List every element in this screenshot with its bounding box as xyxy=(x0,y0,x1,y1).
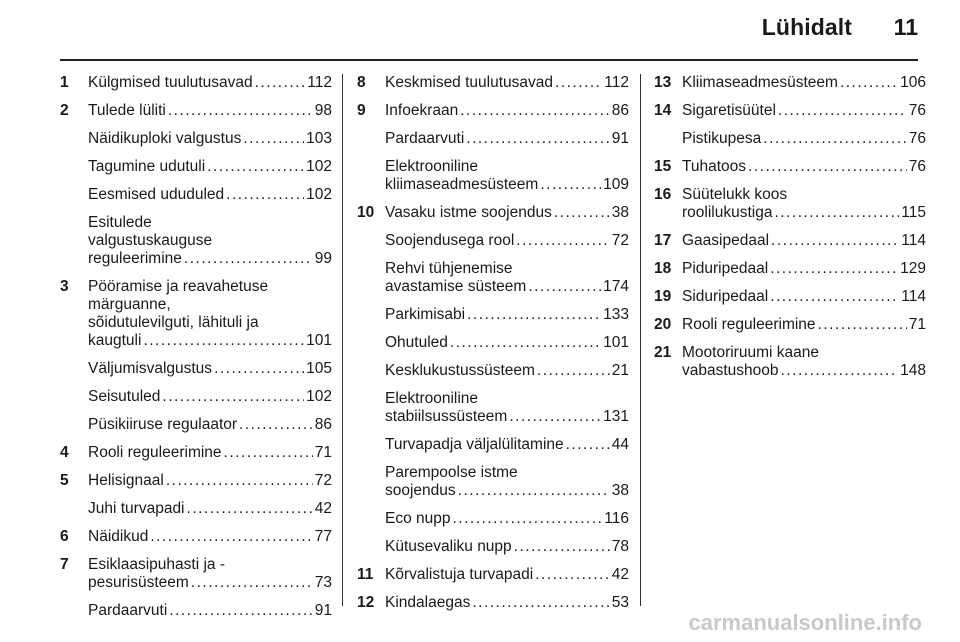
page-number: 11 xyxy=(893,14,918,40)
entry-text: pesurisüsteem xyxy=(88,574,189,591)
index-entry xyxy=(357,306,629,324)
entry-number: 4 xyxy=(60,444,69,461)
entry-page-link[interactable]: 115 xyxy=(901,204,926,221)
entry-text: Seisutuled xyxy=(88,388,161,405)
entry-page-link[interactable]: 106 xyxy=(900,74,926,91)
index-entry xyxy=(357,102,629,120)
entry-number: 1 xyxy=(60,74,69,91)
index-entry xyxy=(654,74,926,92)
entry-page-link[interactable]: 73 xyxy=(314,574,332,591)
entry-text: Kesklukustussüsteem xyxy=(385,362,535,379)
dot-leader xyxy=(778,102,907,120)
dot-leader xyxy=(226,186,304,204)
entry-number: 14 xyxy=(654,102,672,119)
dot-leader xyxy=(162,388,304,406)
dot-leader xyxy=(770,288,899,306)
dot-leader xyxy=(509,408,601,426)
entry-page-link[interactable]: 109 xyxy=(603,176,629,193)
index-entry xyxy=(60,360,332,378)
dot-leader xyxy=(566,436,610,454)
entry-text: kaugtuli xyxy=(88,332,142,349)
index-entry xyxy=(654,288,926,306)
entry-text: Elektrooniline xyxy=(385,158,479,175)
watermark: carmanualsonline.info xyxy=(688,610,922,635)
dot-leader xyxy=(554,204,610,222)
entry-text: Rooli reguleerimine xyxy=(88,444,222,461)
dot-leader xyxy=(555,74,602,92)
entry-text: Parempoolse istme xyxy=(385,464,518,481)
entry-page-link[interactable]: 112 xyxy=(604,74,629,91)
entry-text: vabastushoob xyxy=(682,362,779,379)
index-entry xyxy=(357,130,629,148)
dot-leader xyxy=(184,250,313,268)
entry-page-link[interactable]: 112 xyxy=(307,74,332,91)
entry-text: Turvapadja väljalülitamine xyxy=(385,436,564,453)
entry-text: reguleerimine xyxy=(88,250,182,267)
entry-text: Kliimaseadmesüsteem xyxy=(682,74,838,91)
dot-leader xyxy=(453,510,603,528)
entry-text: Külgmised tuulutusavad xyxy=(88,74,253,91)
entry-page-link[interactable]: 53 xyxy=(611,594,629,611)
entry-page-link[interactable]: 91 xyxy=(314,602,332,619)
entry-text: Süütelukk koos xyxy=(682,186,788,203)
index-entry xyxy=(357,362,629,380)
dot-leader xyxy=(224,444,313,462)
entry-text: Soojendusega rool xyxy=(385,232,515,249)
index-entry xyxy=(60,102,332,120)
index-entry xyxy=(60,472,332,490)
index-entry xyxy=(60,214,332,268)
dot-leader xyxy=(771,232,899,250)
section-title: Lühidalt xyxy=(761,14,852,40)
column-divider xyxy=(640,74,641,606)
entry-text: Siduripedaal xyxy=(682,288,769,305)
index-entry xyxy=(60,158,332,176)
entry-text: Gaasipedaal xyxy=(682,232,770,249)
entry-text: soojendus xyxy=(385,482,456,499)
index-entry xyxy=(357,566,629,584)
entry-number: 2 xyxy=(60,102,69,119)
entry-text: Pistikupesa xyxy=(682,130,762,147)
entry-text: Näidikuploki valgustus xyxy=(88,130,242,147)
dot-leader xyxy=(166,472,313,490)
index-entry xyxy=(60,602,332,620)
entry-page-link[interactable]: 38 xyxy=(611,204,629,221)
entry-text: sõidutulevilguti, lähituli ja xyxy=(88,314,259,331)
entry-text: Näidikud xyxy=(88,528,149,545)
index-entry xyxy=(654,158,926,176)
entry-page-link[interactable]: 114 xyxy=(901,232,926,249)
entry-page-link[interactable]: 86 xyxy=(314,416,332,433)
entry-text: Pardaarvuti xyxy=(385,130,465,147)
dot-leader xyxy=(472,594,609,612)
dot-leader xyxy=(187,500,313,518)
entry-page-link[interactable]: 72 xyxy=(611,232,629,249)
index-entry xyxy=(60,416,332,434)
index-entry xyxy=(654,186,926,222)
entry-text: Sigaretisüütel xyxy=(682,102,776,119)
index-entry xyxy=(357,260,629,296)
dot-leader xyxy=(168,102,313,120)
index-entry xyxy=(357,158,629,194)
index-entry xyxy=(357,232,629,250)
dot-leader xyxy=(516,232,609,250)
entry-text: Juhi turvapadi xyxy=(88,500,185,517)
entry-number: 10 xyxy=(357,204,375,221)
dot-leader xyxy=(143,332,304,350)
dot-leader xyxy=(818,316,907,334)
index-entry xyxy=(654,232,926,250)
dot-leader xyxy=(207,158,304,176)
entry-text: Püsikiiruse regulaator xyxy=(88,416,238,433)
dot-leader xyxy=(169,602,312,620)
index-entry xyxy=(60,130,332,148)
dot-leader xyxy=(537,362,610,380)
index-entry xyxy=(357,204,629,222)
entry-number: 8 xyxy=(357,74,366,91)
entry-page-link[interactable]: 77 xyxy=(314,528,332,545)
entry-text: Pardaarvuti xyxy=(88,602,168,619)
entry-number: 18 xyxy=(654,260,672,277)
dot-leader xyxy=(535,566,610,584)
index-entry xyxy=(357,436,629,454)
dot-leader xyxy=(528,278,601,296)
entry-page-link[interactable]: 42 xyxy=(611,566,629,583)
entry-page-link[interactable]: 174 xyxy=(603,278,629,295)
entry-text: märguanne, xyxy=(88,296,171,313)
column-divider xyxy=(342,74,343,606)
entry-text: Eco nupp xyxy=(385,510,451,527)
index-entry xyxy=(357,538,629,556)
entry-number: 15 xyxy=(654,158,672,175)
entry-page-link[interactable]: 71 xyxy=(908,316,926,333)
header-rule xyxy=(60,59,918,61)
index-column-2 xyxy=(357,74,629,622)
entry-text: Tagumine udutuli xyxy=(88,158,206,175)
entry-number: 17 xyxy=(654,232,672,249)
dot-leader xyxy=(243,130,304,148)
entry-text: Parkimisabi xyxy=(385,306,466,323)
dot-leader xyxy=(774,204,899,222)
entry-page-link[interactable]: 78 xyxy=(611,538,629,555)
entry-text: Piduripedaal xyxy=(682,260,769,277)
entry-page-link[interactable]: 103 xyxy=(306,130,332,147)
entry-page-link[interactable]: 101 xyxy=(306,332,332,349)
dot-leader xyxy=(466,130,609,148)
dot-leader xyxy=(514,538,610,556)
entry-page-link[interactable]: 129 xyxy=(900,260,926,277)
dot-leader xyxy=(781,362,899,380)
entry-number: 3 xyxy=(60,278,69,295)
entry-number: 11 xyxy=(357,566,374,583)
index-entry xyxy=(60,74,332,92)
entry-number: 13 xyxy=(654,74,672,91)
entry-page-link[interactable]: 102 xyxy=(306,158,332,175)
page-header xyxy=(0,0,960,64)
entry-text: Kütusevaliku nupp xyxy=(385,538,512,555)
dot-leader xyxy=(458,482,610,500)
index-entry xyxy=(654,260,926,278)
entry-text: Rehvi tühjenemise xyxy=(385,260,513,277)
dot-leader xyxy=(191,574,313,592)
entry-page-link[interactable]: 114 xyxy=(901,288,926,305)
entry-text: Tulede lüliti xyxy=(88,102,166,119)
entry-text: Infoekraan xyxy=(385,102,459,119)
index-entry xyxy=(654,102,926,120)
entry-number: 19 xyxy=(654,288,672,305)
entry-text: Pööramise ja reavahetuse xyxy=(88,278,269,295)
entry-number: 6 xyxy=(60,528,69,545)
dot-leader xyxy=(255,74,306,92)
dot-leader xyxy=(748,158,907,176)
entry-text: kliimaseadmesüsteem xyxy=(385,176,539,193)
entry-page-link[interactable]: 131 xyxy=(603,408,629,425)
entry-number: 20 xyxy=(654,316,672,333)
entry-page-link[interactable]: 105 xyxy=(306,360,332,377)
index-entry xyxy=(654,344,926,380)
dot-leader xyxy=(763,130,906,148)
dot-leader xyxy=(840,74,898,92)
index-entry xyxy=(357,594,629,612)
entry-page-link[interactable]: 86 xyxy=(611,102,629,119)
index-entry xyxy=(60,388,332,406)
index-entry xyxy=(357,74,629,92)
entry-text: valgustuskauguse xyxy=(88,232,213,249)
index-entry xyxy=(357,464,629,500)
entry-text: Eesmised ududuled xyxy=(88,186,225,203)
entry-page-link[interactable]: 102 xyxy=(306,388,332,405)
index-entry xyxy=(60,500,332,518)
index-entry xyxy=(60,278,332,350)
entry-text: Vasaku istme soojendus xyxy=(385,204,552,221)
index-entry xyxy=(654,316,926,334)
index-entry xyxy=(357,510,629,528)
index-column-1 xyxy=(60,74,332,630)
index-entry xyxy=(60,186,332,204)
entry-page-link[interactable]: 76 xyxy=(908,102,926,119)
entry-page-link[interactable]: 91 xyxy=(611,130,629,147)
entry-page-link[interactable]: 116 xyxy=(604,510,629,527)
entry-page-link[interactable]: 98 xyxy=(314,102,332,119)
entry-text: roolilukustiga xyxy=(682,204,773,221)
entry-text: Esiklaasipuhasti ja - xyxy=(88,556,225,573)
entry-number: 5 xyxy=(60,472,69,489)
index-column-3 xyxy=(654,74,926,390)
index-entry xyxy=(357,334,629,352)
index-entry xyxy=(60,556,332,592)
entry-page-link[interactable]: 101 xyxy=(603,334,629,351)
index-entry xyxy=(357,390,629,426)
dot-leader xyxy=(770,260,898,278)
entry-text: Elektrooniline xyxy=(385,390,479,407)
dot-leader xyxy=(467,306,601,324)
entry-text: Rooli reguleerimine xyxy=(682,316,816,333)
entry-text: Kindalaegas xyxy=(385,594,471,611)
index-entry xyxy=(60,528,332,546)
entry-text: stabiilsussüsteem xyxy=(385,408,508,425)
dot-leader xyxy=(150,528,312,546)
entry-number: 9 xyxy=(357,102,366,119)
entry-page-link[interactable]: 99 xyxy=(314,250,332,267)
dot-leader xyxy=(450,334,601,352)
entry-text: Ohutuled xyxy=(385,334,448,351)
entry-page-link[interactable]: 76 xyxy=(908,130,926,147)
dot-leader xyxy=(460,102,610,120)
entry-text: Tuhatoos xyxy=(682,158,747,175)
dot-leader xyxy=(214,360,304,378)
entry-text: Väljumisvalgustus xyxy=(88,360,213,377)
entry-number: 21 xyxy=(654,344,672,361)
entry-text: Helisignaal xyxy=(88,472,164,489)
entry-text: Mootoriruumi kaane xyxy=(682,344,819,361)
entry-page-link[interactable]: 71 xyxy=(314,444,332,461)
entry-page-link[interactable]: 76 xyxy=(908,158,926,175)
entry-text: Keskmised tuulutusavad xyxy=(385,74,554,91)
entry-text: Kõrvalistuja turvapadi xyxy=(385,566,534,583)
dot-leader xyxy=(239,416,313,434)
entry-page-link[interactable]: 148 xyxy=(900,362,926,379)
entry-page-link[interactable]: 72 xyxy=(314,472,332,489)
entry-number: 12 xyxy=(357,594,375,611)
index-entry xyxy=(654,130,926,148)
entry-text: avastamise süsteem xyxy=(385,278,527,295)
dot-leader xyxy=(540,176,601,194)
entry-page-link[interactable]: 44 xyxy=(611,436,629,453)
index-entry xyxy=(60,444,332,462)
entry-page-link[interactable]: 133 xyxy=(603,306,629,323)
entry-page-link[interactable]: 21 xyxy=(611,362,629,379)
entry-text: Esitulede xyxy=(88,214,152,231)
entry-page-link[interactable]: 102 xyxy=(306,186,332,203)
entry-number: 16 xyxy=(654,186,672,203)
entry-page-link[interactable]: 38 xyxy=(611,482,629,499)
entry-page-link[interactable]: 42 xyxy=(314,500,332,517)
entry-number: 7 xyxy=(60,556,69,573)
